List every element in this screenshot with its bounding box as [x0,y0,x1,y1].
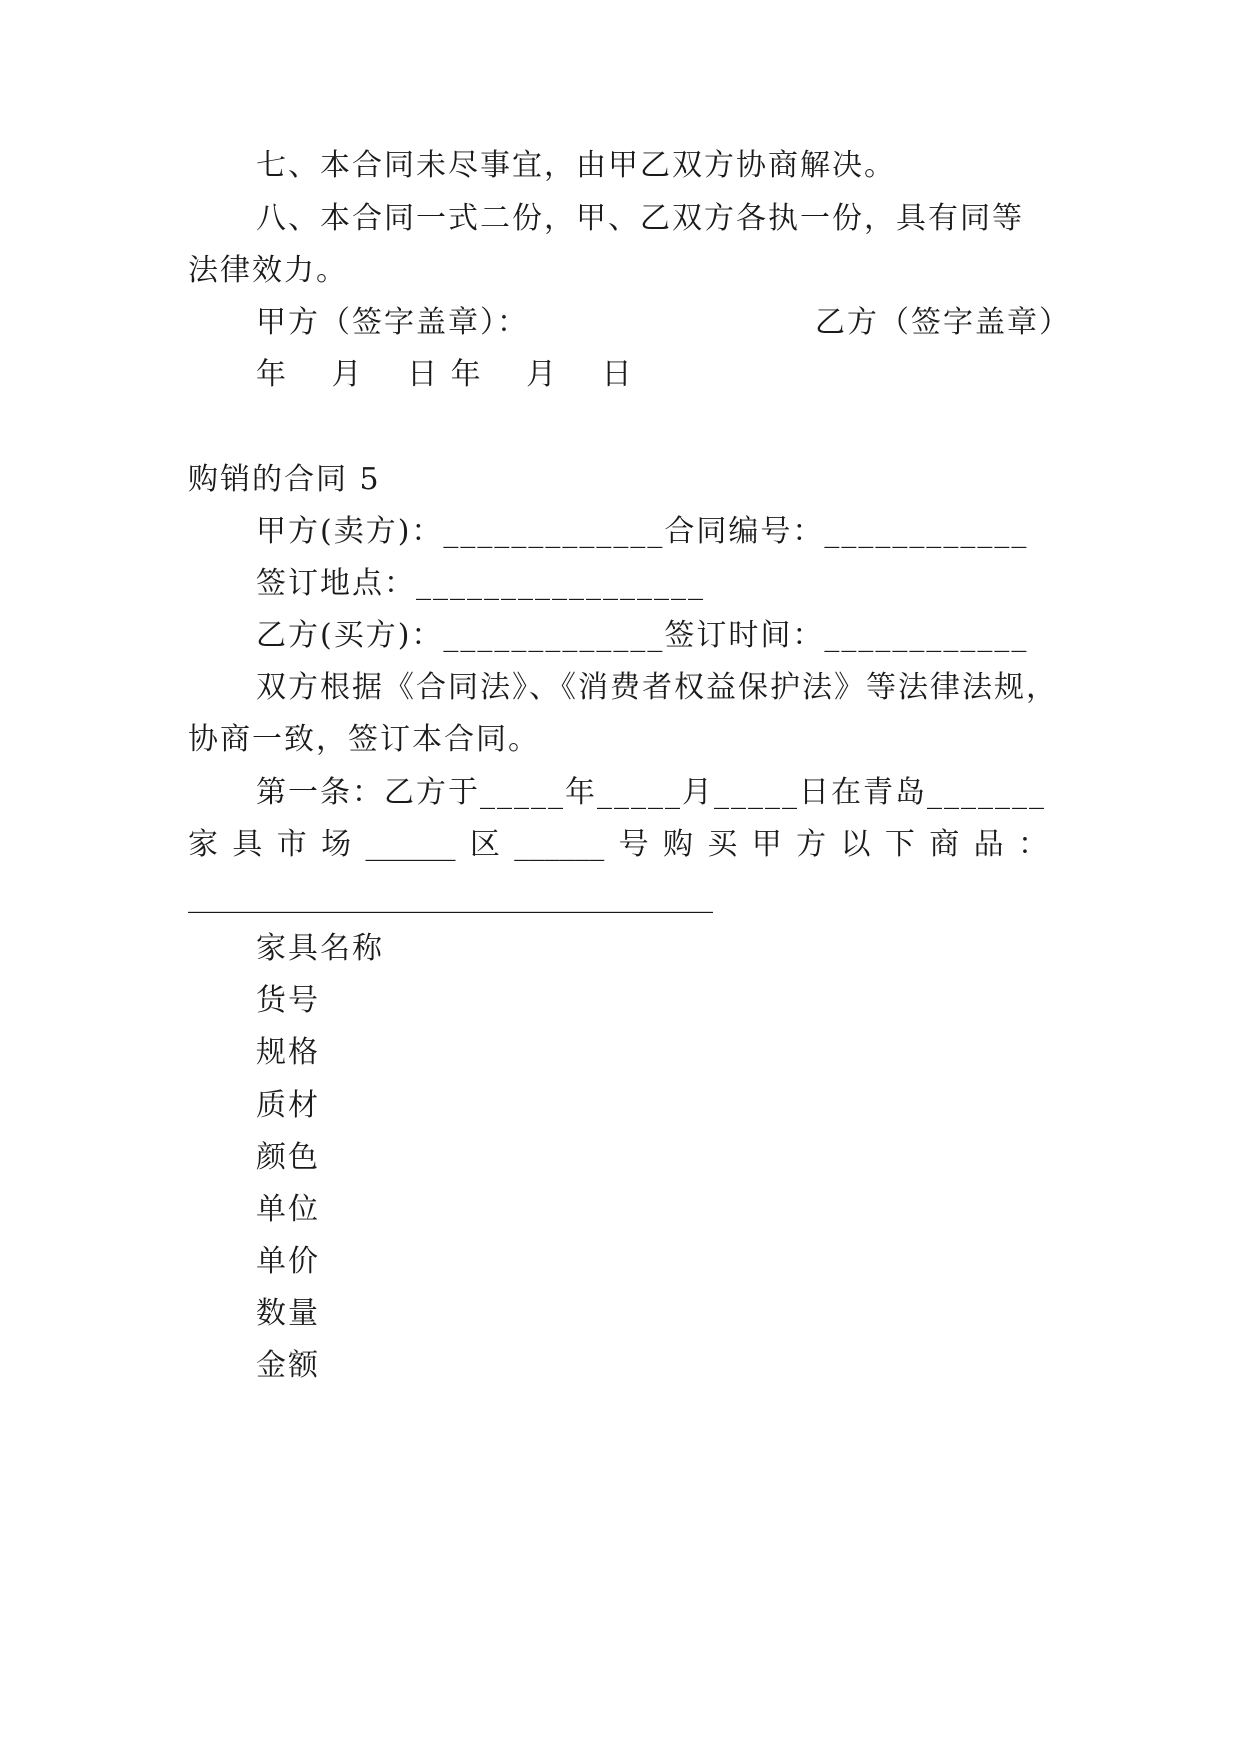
date-line: 年 月 日 年 月 日 [256,357,634,392]
article-word: 区 [469,827,500,862]
item-field: 质材 [256,1088,320,1123]
article-word: 下 [884,827,915,862]
item-field: 颜色 [256,1140,320,1175]
article-word: 买 [707,827,738,862]
article-word: 号 [618,827,649,862]
article-word: 商 [929,827,960,862]
article-word: 市 [276,827,307,862]
item-field: 货号 [256,983,320,1018]
article-word: ： [1018,827,1048,862]
article-word: 方 [796,827,827,862]
contract-title: 购销的合同 5 [188,462,381,497]
item-field: 单位 [256,1192,320,1227]
item-field: 家具名称 [256,931,384,966]
article-word: 以 [840,827,871,862]
article-blank: ______ [514,827,605,862]
article-word: 具 [232,827,263,862]
buyer-line: 乙方(买方)：_____________签订时间：____________ [256,618,1029,653]
article-1-line-1: 第一条：乙方于_____年_____月_____日在青岛_______ [256,775,1046,810]
article-1-line-3: ___________________________________ [188,879,713,914]
article-word: 购 [663,827,693,862]
article-word: 家 [188,827,218,862]
party-a-signature-label: 甲方（签字盖章）： [256,305,529,340]
clause-7: 七、本合同未尽事宜，由甲乙双方协商解决。 [256,148,896,183]
item-field: 规格 [256,1035,320,1070]
legal-basis-line-1: 双方根据《合同法》、《消费者权益保护法》等法律法规， [256,670,1058,705]
seller-line: 甲方(卖方)：_____________合同编号：____________ [256,514,1029,549]
article-1-line-2 [188,825,1048,865]
legal-basis-line-2: 协商一致，签订本合同。 [188,722,540,757]
article-word: 场 [321,827,352,862]
item-field: 数量 [256,1296,320,1331]
clause-8-line-1: 八、本合同一式二份，甲、乙双方各执一份，具有同等 [256,201,1024,236]
signature-row [256,303,1071,343]
article-word: 甲 [751,827,782,862]
party-b-signature-label: 乙方（签字盖章） [815,305,1071,340]
signing-place-line: 签订地点：_________________ [256,566,705,601]
item-field: 金额 [256,1348,320,1383]
article-word: 品 [973,827,1004,862]
item-field: 单价 [256,1244,320,1279]
article-blank: ______ [365,827,456,862]
clause-8-line-2: 法律效力。 [188,253,348,288]
